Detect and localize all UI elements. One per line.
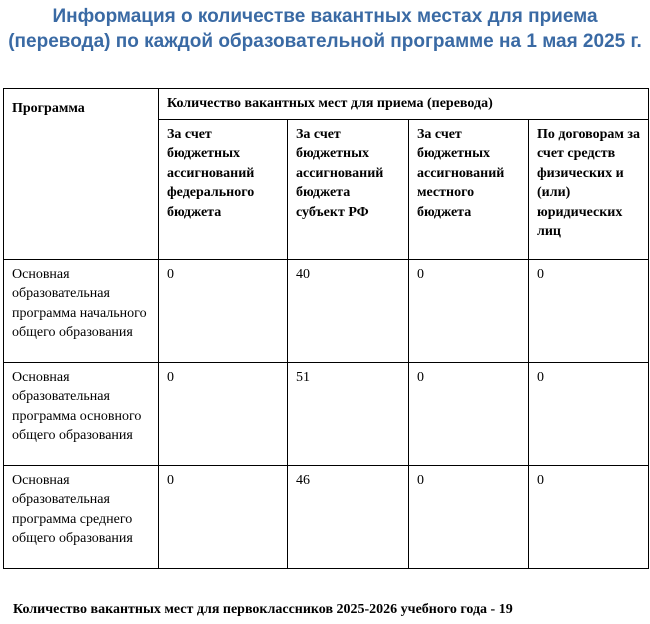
program-name: Основная образовательная программа среднего общего образования	[4, 465, 159, 568]
table-header-row	[4, 89, 649, 120]
column-header-federal: За счет бюджетных ассигнований федерального бюджета	[159, 119, 288, 259]
value-local: 0	[409, 362, 529, 465]
value-federal: 0	[159, 259, 288, 362]
page-title-line-2: (перевода) по каждой образовательной программе на 1 мая 2025 г.	[8, 31, 642, 52]
table-row	[4, 465, 649, 568]
value-paid: 0	[529, 362, 649, 465]
column-header-regional: За счет бюджетных ассигнований бюджета субъект РФ	[288, 119, 409, 259]
column-header-local: За счет бюджетных ассигнований местного бюджета	[409, 119, 529, 259]
vacancies-table	[3, 88, 649, 569]
table-row	[4, 362, 649, 465]
table-row	[4, 259, 649, 362]
program-header: Программа	[4, 89, 159, 260]
page-title	[0, 4, 650, 54]
value-federal: 0	[159, 465, 288, 568]
first-graders-vacancies-note: Количество вакантных мест для первоклассников 2025-2026 учебного года - 19	[13, 602, 513, 617]
page-title-line-1: Информация о количестве вакантных местах для приема	[52, 6, 598, 27]
value-regional: 46	[288, 465, 409, 568]
program-name: Основная образовательная программа основного общего образования	[4, 362, 159, 465]
value-local: 0	[409, 259, 529, 362]
value-paid: 0	[529, 259, 649, 362]
value-local: 0	[409, 465, 529, 568]
vacancies-group-header: Количество вакантных мест для приема (перевода)	[159, 89, 649, 120]
value-regional: 51	[288, 362, 409, 465]
program-name: Основная образовательная программа начального общего образования	[4, 259, 159, 362]
value-federal: 0	[159, 362, 288, 465]
column-header-paid: По договорам за счет средств физических и (или) юридических лиц	[529, 119, 649, 259]
value-regional: 40	[288, 259, 409, 362]
value-paid: 0	[529, 465, 649, 568]
